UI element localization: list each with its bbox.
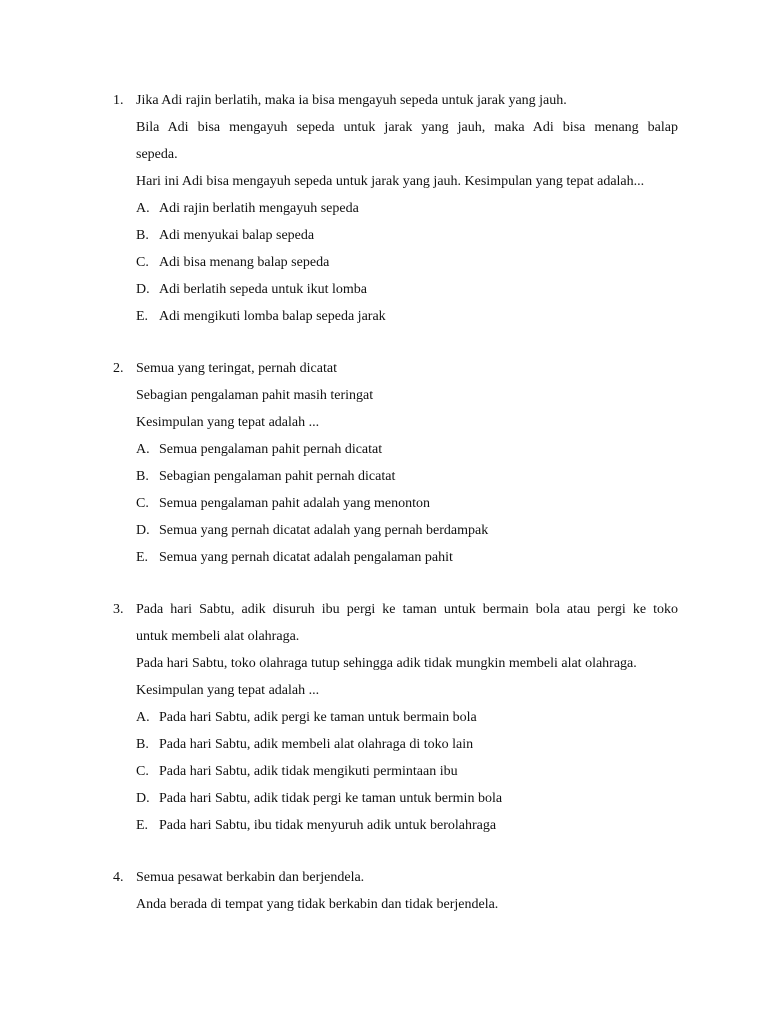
- question-number: 3.: [113, 602, 124, 617]
- option-text: Semua yang pernah dicatat adalah pengalaman pahit: [159, 550, 453, 565]
- question-text-line: Kesimpulan yang tepat adalah ...: [136, 683, 320, 698]
- question-text-line: Bila Adi bisa mengayuh sepeda untuk jarak yang jauh, maka Adi bisa menang balap: [136, 120, 678, 135]
- question-text-line: untuk membeli alat olahraga.: [136, 629, 300, 644]
- option-letter: E.: [136, 550, 149, 565]
- option-letter: E.: [136, 818, 149, 833]
- question-number: 2.: [113, 361, 124, 376]
- option-letter: A.: [136, 201, 150, 216]
- question-text-line: Kesimpulan yang tepat adalah ...: [136, 415, 320, 430]
- option-text: Pada hari Sabtu, ibu tidak menyuruh adik untuk berolahraga: [159, 818, 497, 833]
- question-text-line: Sebagian pengalaman pahit masih teringat: [136, 388, 374, 403]
- question-text-line: Pada hari Sabtu, toko olahraga tutup sehingga adik tidak mungkin membeli alat olahraga.: [136, 656, 637, 671]
- question-number: 4.: [113, 870, 124, 885]
- option-text: Pada hari Sabtu, adik tidak mengikuti permintaan ibu: [159, 764, 458, 779]
- option-text: Adi berlatih sepeda untuk ikut lomba: [159, 282, 368, 297]
- option-letter: C.: [136, 496, 149, 511]
- option-text: Semua yang pernah dicatat adalah yang pernah berdampak: [159, 523, 489, 538]
- option-letter: A.: [136, 710, 150, 725]
- option-text: Adi rajin berlatih mengayuh sepeda: [159, 201, 359, 216]
- question-text-line: Jika Adi rajin berlatih, maka ia bisa mengayuh sepeda untuk jarak yang jauh.: [136, 93, 567, 108]
- option-letter: B.: [136, 737, 149, 752]
- question-number: 1.: [113, 93, 124, 108]
- option-text: Pada hari Sabtu, adik pergi ke taman untuk bermain bola: [159, 710, 477, 725]
- question-text-line: Semua yang teringat, pernah dicatat: [136, 361, 337, 376]
- option-text: Semua pengalaman pahit pernah dicatat: [159, 442, 383, 457]
- option-letter: D.: [136, 791, 150, 806]
- option-letter: D.: [136, 282, 150, 297]
- option-text: Pada hari Sabtu, adik membeli alat olahraga di toko lain: [159, 737, 474, 752]
- option-letter: D.: [136, 523, 150, 538]
- option-letter: B.: [136, 469, 149, 484]
- option-text: Adi bisa menang balap sepeda: [159, 255, 330, 270]
- option-text: Pada hari Sabtu, adik tidak pergi ke taman untuk bermin bola: [159, 791, 503, 806]
- question-text-line: Hari ini Adi bisa mengayuh sepeda untuk jarak yang jauh. Kesimpulan yang tepat adalah...: [136, 174, 645, 189]
- option-letter: C.: [136, 764, 149, 779]
- option-text: Sebagian pengalaman pahit pernah dicatat: [159, 469, 396, 484]
- option-text: Adi menyukai balap sepeda: [159, 228, 315, 243]
- option-text: Semua pengalaman pahit adalah yang menonton: [159, 496, 430, 511]
- question-text-line: Pada hari Sabtu, adik disuruh ibu pergi ke taman untuk bermain bola atau pergi ke toko: [136, 602, 678, 617]
- option-text: Adi mengikuti lomba balap sepeda jarak: [159, 309, 386, 324]
- option-letter: C.: [136, 255, 149, 270]
- option-letter: B.: [136, 228, 149, 243]
- question-text-line: Anda berada di tempat yang tidak berkabin dan tidak berjendela.: [136, 897, 499, 912]
- question-text-line: Semua pesawat berkabin dan berjendela.: [136, 870, 365, 885]
- option-letter: A.: [136, 442, 150, 457]
- option-letter: E.: [136, 309, 149, 324]
- question-text-line: sepeda.: [136, 147, 178, 162]
